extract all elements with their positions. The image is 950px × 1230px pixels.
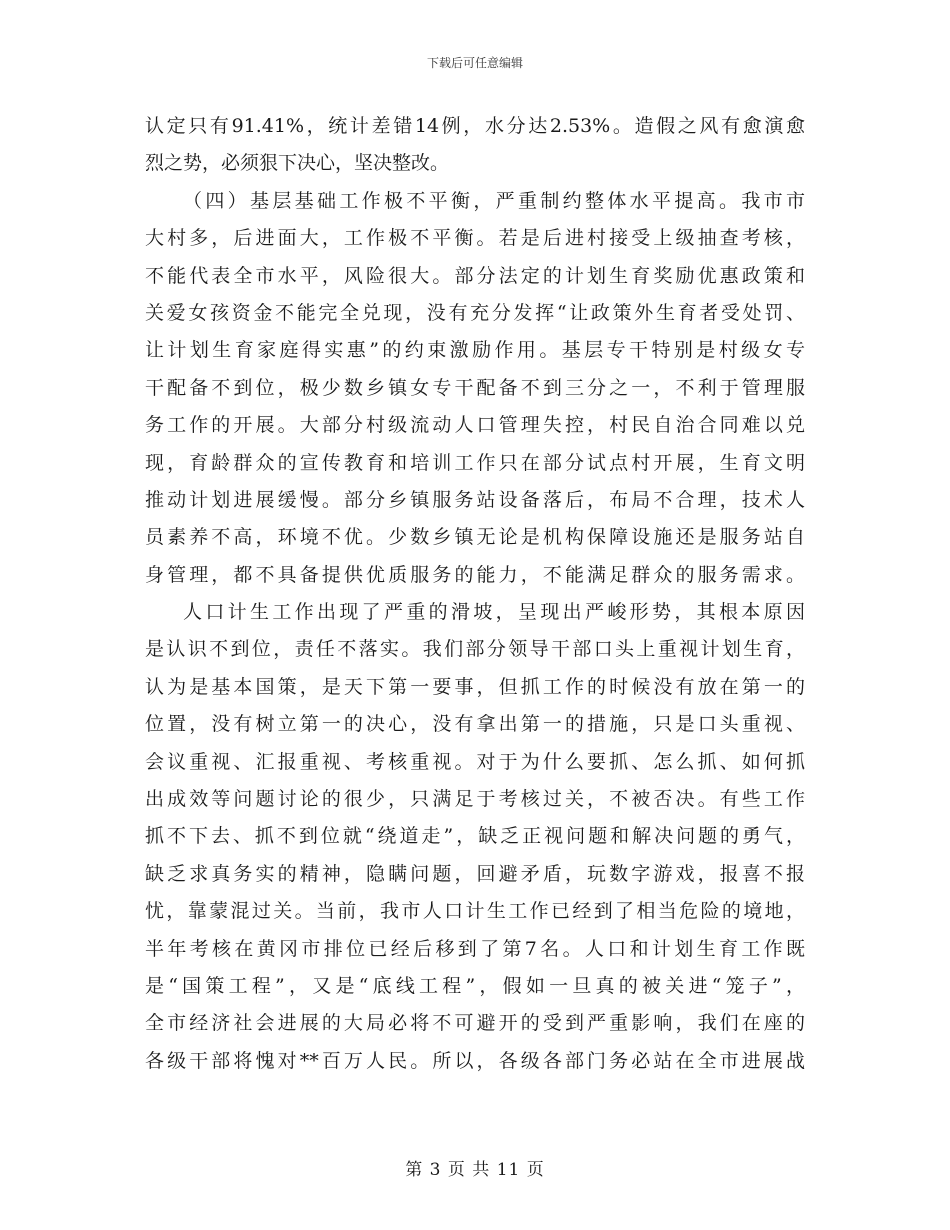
text-line: 身管理，都不具备提供优质服务的能力，不能满足群众的服务需求。 <box>145 563 805 586</box>
section-heading-line: （四）基层基础工作极不平衡，严重制约整体水平提高。我市市 <box>183 189 805 212</box>
paragraph-start-line: 人口计生工作出现了严重的滑坡，呈现出严峻形势，其根本原因 <box>183 601 805 624</box>
text-line: 认为是基本国策，是天下第一要事，但抓工作的时候没有放在第一的 <box>145 675 805 698</box>
text-line: 半年考核在黄冈市排位已经后移到了第7名。人口和计划生育工作既 <box>145 937 805 960</box>
page-number-footer: 第 3 页 共 11 页 <box>405 1160 545 1180</box>
text-line: 员素养不高，环境不优。少数乡镇无论是机构保障设施还是服务站自 <box>145 526 805 549</box>
text-line: 让计划生育家庭得实惠”的约束激励作用。基层专干特别是村级女专 <box>145 339 805 362</box>
text-line: 现，育龄群众的宣传教育和培训工作只在部分试点村开展，生育文明 <box>145 451 805 474</box>
text-line: 认定只有91.41%，统计差错14例，水分达2.53%。造假之风有愈演愈 <box>145 115 805 137</box>
text-line: 抓不下去、抓不到位就“绕道走”，缺乏正视问题和解决问题的勇气， <box>145 825 805 848</box>
text-line: 会议重视、汇报重视、考核重视。对于为什么要抓、怎么抓、如何抓 <box>145 750 805 773</box>
text-line: 各级干部将愧对**百万人民。所以，各级各部门务必站在全市进展战 <box>145 1049 805 1072</box>
text-line: 全市经济社会进展的大局必将不可避开的受到严重影响，我们在座的 <box>145 1012 805 1035</box>
text-line: 出成效等问题讨论的很少，只满足于考核过关，不被否决。有些工作 <box>145 788 805 811</box>
text-line: 缺乏求真务实的精神，隐瞒问题，回避矛盾，玩数字游戏，报喜不报 <box>145 862 805 885</box>
document-body <box>145 108 805 1080</box>
text-line: 务工作的开展。大部分村级流动人口管理失控，村民自治合同难以兑 <box>145 414 805 437</box>
download-note: 下载后可任意编辑 <box>426 56 523 70</box>
text-line: 是“国策工程”，又是“底线工程”，假如一旦真的被关进“笼子”， <box>145 974 805 997</box>
text-line: 位置，没有树立第一的决心，没有拿出第一的措施，只是口头重视、 <box>145 713 805 736</box>
text-line: 烈之势，必须狠下决心，坚决整改。 <box>145 152 450 175</box>
text-line: 是认识不到位，责任不落实。我们部分领导干部口头上重视计划生育， <box>145 638 805 661</box>
text-line: 推动计划进展缓慢。部分乡镇服务站设备落后，布局不合理，技术人 <box>145 488 805 511</box>
text-line: 忧，靠蒙混过关。当前，我市人口计生工作已经到了相当危险的境地， <box>145 900 805 923</box>
text-line: 大村多，后进面大，工作极不平衡。若是后进村接受上级抽查考核， <box>145 227 805 250</box>
text-line: 关爱女孩资金不能完全兑现，没有充分发挥“让政策外生育者受处罚、 <box>145 301 805 324</box>
text-line: 干配备不到位，极少数乡镇女专干配备不到三分之一，不利于管理服 <box>145 376 805 399</box>
text-line: 不能代表全市水平，风险很大。部分法定的计划生育奖励优惠政策和 <box>145 264 805 287</box>
